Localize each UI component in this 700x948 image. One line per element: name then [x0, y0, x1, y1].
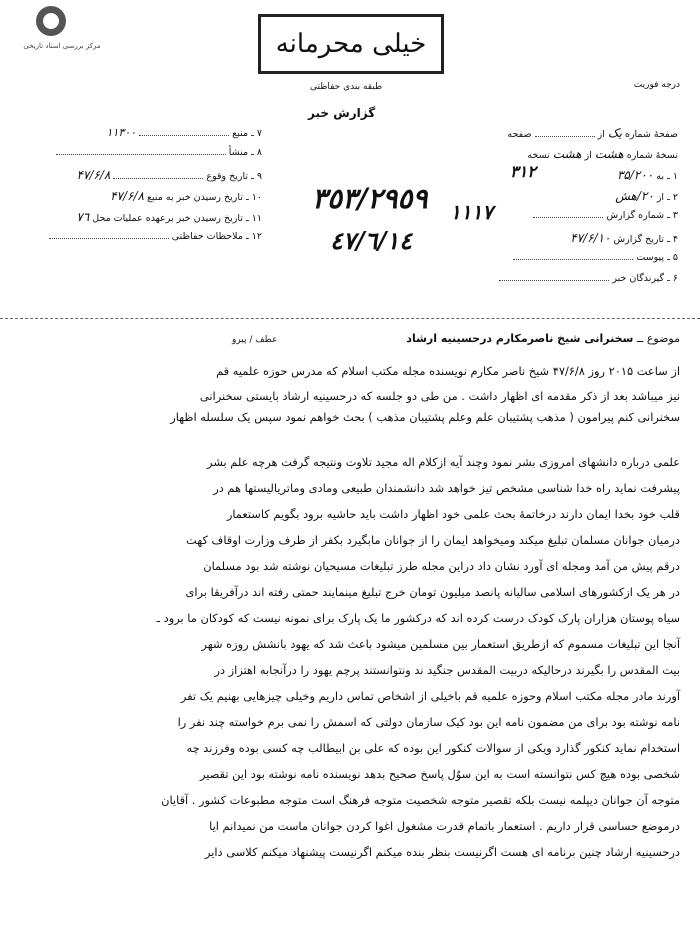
- copy-number-row: نسخهٔ شماره هشت از هشت نسخه: [527, 147, 678, 161]
- left-field-row: ١١ ـ تاریخ رسیدن خبر برعهده عملیات محل ٧٦: [76, 210, 262, 224]
- body-line: سخنرانی کنم پیرامون ( مذهب پشتیبان علم وعلم پشتیبان مذهب ) بحث خواهم نمود سپس یک سلسله اظهار: [170, 410, 680, 424]
- handwritten-date: ٤٧/٦/١٤: [330, 226, 412, 255]
- subject-label: موضوع: [646, 332, 680, 345]
- body-line: درمیان جوانان مسلمان تبلیغ میکند ومیخواهد ایمان را از جوانان مابگیرد بکفر از طرف وزارت اوقاف کهت: [186, 533, 680, 547]
- body-line: شخصی بوده هیچ کس نتوانسته است به این سوٌل پاسخ صحیح بدهد نویسنده نامه نوشته بود این تقصیر: [200, 767, 680, 781]
- body-line: سیاه پوستان هزاران پارک کودک درست کرده اند که درکشور ما یک پارک برای نمونه نیست که کودکان ما برود ـ: [156, 611, 680, 625]
- body-line: آورند مادر مجله مکتب اسلام وحوزه علمیه قم باخیلی از اشخاص تماس داریم وخیلی چیزهایی بهنیم یک تفر: [180, 689, 680, 703]
- right-field-row: ۵ ـ پیوست: [513, 252, 678, 263]
- handwritten-side-number: ١١١٧: [450, 200, 493, 224]
- classification-label: طبقه بندی حفاظتی: [310, 82, 383, 92]
- section-divider: [0, 318, 700, 319]
- subject-text: سخنرانی شیخ ناصرمکارم درحسینیه ارشاد: [406, 332, 634, 345]
- left-field-row: ٨ ـ منشأ: [56, 147, 262, 158]
- reference-label: عطف / پیرو: [232, 335, 278, 345]
- body-line: بیت المقدس را بگیرند درحالیکه دربیت المقدس جنگید ند ونتوانستند پرچم یهود را درآنجابه اهتزاز در: [214, 663, 680, 677]
- stamp-text: خیلی محرمانه: [275, 29, 427, 59]
- body-line: در هر یک ازکشورهای اسلامی سالیانه پانصد میلیون تومان خرج تبلیغ مینمایند حمتی رفته اند درآفریقا برای: [185, 585, 680, 599]
- body-line: از ساعت ٢٠١۵ روز ۴٧/۶/٨ شیخ ناصر مکارم نویسنده مجله مکتب اسلام که مدرس حوزه علمیه قم: [216, 364, 680, 378]
- body-line: درحسینیه ارشاد چنین برنامه ای هست اگرنیست بنظر بنده میکنم اگرنیست پیشنهاد میکنم کلاسی دایر: [204, 845, 680, 859]
- body-line: علمی درباره دانشهای امروزی بشر نمود وچند آیه ازکلام اله مجید تلاوت ونتیجه گرفت هرچه علم بشر: [207, 455, 680, 469]
- handwritten-side-number-top: ٣١٢: [510, 162, 536, 181]
- body-line: نیز میباشد بعد از ذکر مقدمه ای اظهار داشت . من طی دو جلسه که درحسینیه ارشاد بایستی سخنرانی: [199, 389, 680, 403]
- right-field-row: ۴ ـ تاریخ گزارش ۴٧/۶/١٠: [570, 231, 678, 245]
- left-field-row: ١٢ ـ ملاحظات حفاظتی: [49, 231, 262, 242]
- right-field-row: ٣ ـ شماره گزارش: [533, 210, 678, 221]
- right-field-row: ١ ـ به ٣۵/٢٠٠: [616, 168, 678, 182]
- body-line: آنجا این تبلیغات مسموم که ازطریق استعمار بین مسلمین میشود باعث شد که یهود بانشش روزه شهر: [201, 637, 680, 651]
- right-field-row: ٢ ـ از ٢٠/هش: [615, 189, 678, 203]
- body-line: متوجه آن جوانان دیپلمه نیست بلکه تقصیر متوجه شخصیت متوجه فرهنگ است متوجه مطبوعات کشور . آقایان: [161, 793, 680, 807]
- left-field-row: ٧ ـ منبع ١١٣٠٠: [106, 126, 262, 139]
- body-line: پیشرفت نماید راه خدا شناسی مشخص تیز خواهد شد دانشمندان طبیعی ومادی وماتریالیستها هم در: [213, 481, 680, 495]
- right-field-row: ۶ ـ گیرندگان خبر: [499, 273, 678, 284]
- left-field-row: ١٠ ـ تاریخ رسیدن خبر به منبع ۴٧/۶/٨: [110, 189, 262, 203]
- page-number-row: صفحهٔ شماره یک از صفحه: [507, 126, 678, 140]
- body-line: درموضع حساسی قرار داریم . استعمار باتمام قدرت مشغول اغوا کردن جوانان ماست من نمیدانم ایا: [209, 819, 680, 833]
- archive-logo-emblem-icon: [36, 6, 66, 36]
- handwritten-file-number: ٣٥٣/٢٩٥٩: [312, 182, 428, 215]
- body-line: قلب خود بخدا ایمان دارند درخاتمهٔ بحث علمی خود اظهار داشت باید حاشیه برود بگویم کاستعمار: [226, 507, 680, 521]
- body-line: استخدام نماید کنکور گذارد ویکی از سوالات کنکور این بوده که علی بن ابیطالب چه کسی بوده وفرزند چه: [186, 741, 680, 755]
- body-line: درقم پیش من آمد ومجله ای آورد نشان داد دراین مجله طرز تبلیغات مسیحیان نوشته شد بود مسلمان: [203, 559, 680, 573]
- body-line: نامه نوشته بود برای من مضمون نامه این بود کیک سازمان دولتی که اسمش را نمی برم خواسته چند نفر را: [177, 715, 680, 729]
- archive-logo-caption: مرکز بررسی اسناد تاریخی: [23, 42, 101, 50]
- archive-logo: [6, 4, 118, 58]
- left-field-row: ٩ ـ تاریخ وقوع ۴٧/۶/٨: [76, 168, 262, 182]
- report-title: گزارش خبر: [308, 106, 376, 120]
- priority-label: درجه فوریت: [633, 80, 680, 90]
- subject-row: موضوع ــ سخنرانی شیخ ناصرمکارم درحسینیه ارشاد: [406, 332, 680, 345]
- top-secret-stamp: [258, 14, 444, 74]
